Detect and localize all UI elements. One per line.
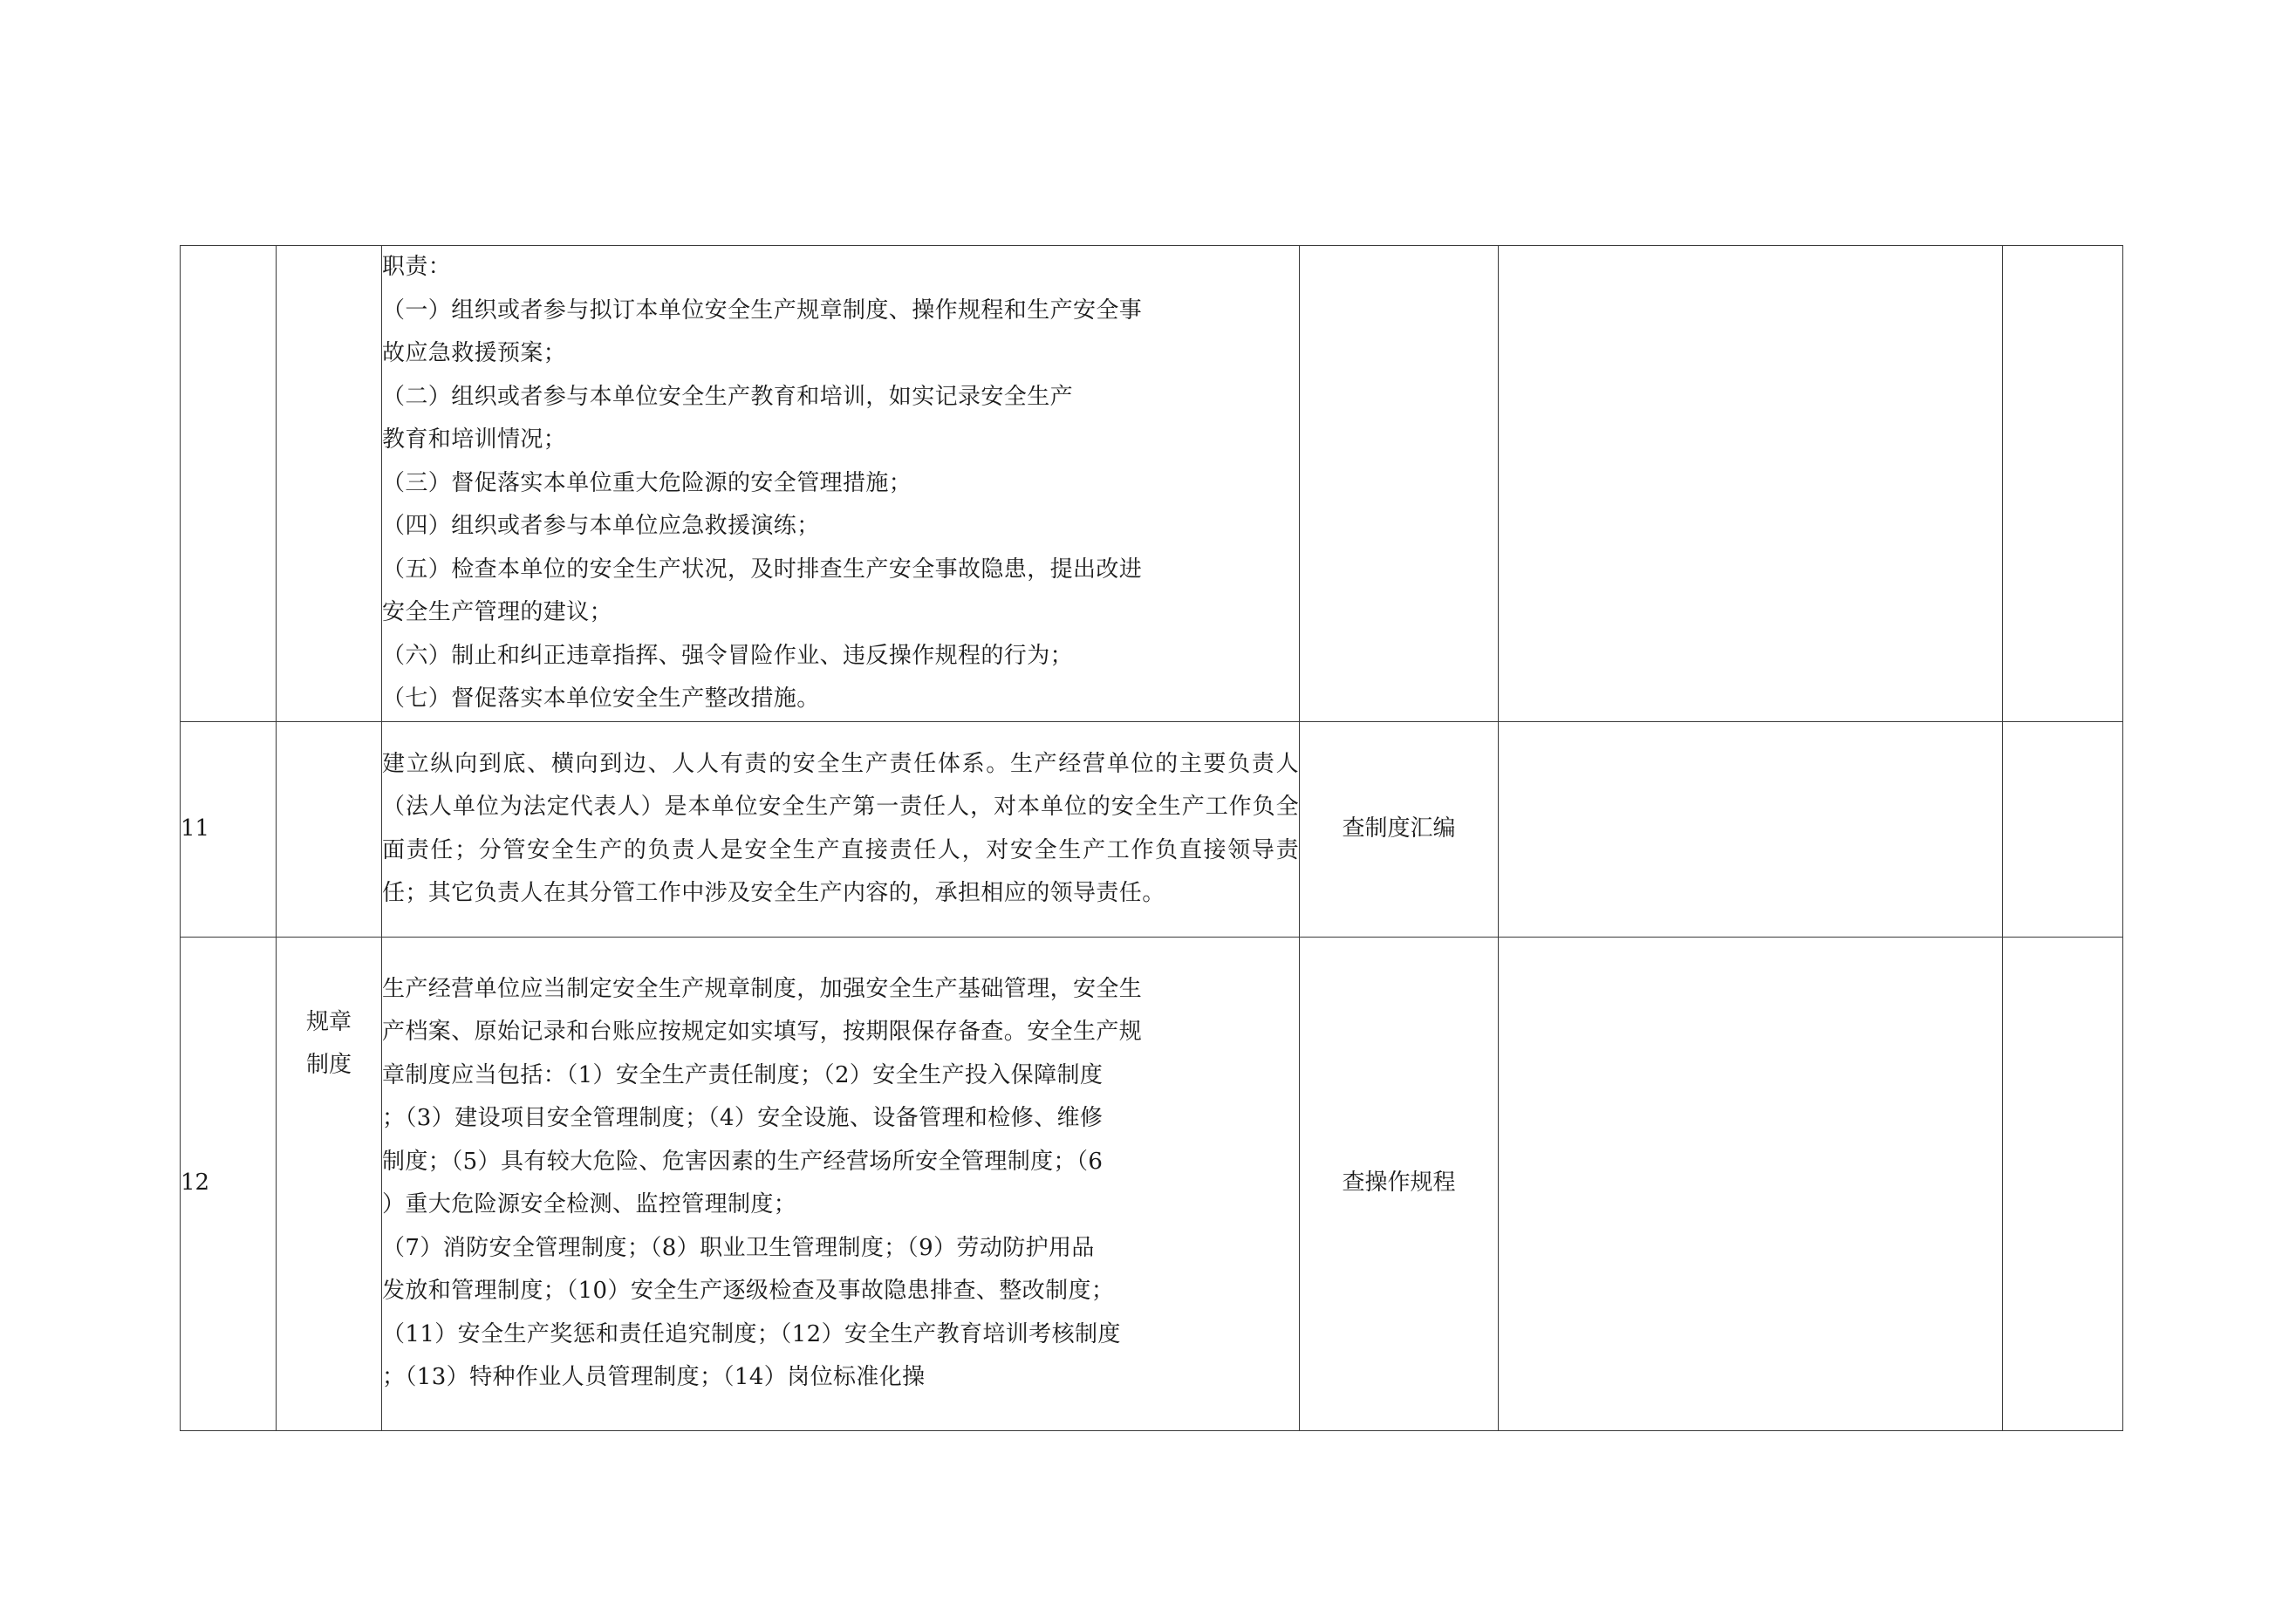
content-line: （七）督促落实本单位安全生产整改措施。: [382, 685, 820, 712]
result-cell: [1499, 937, 2003, 1430]
content-paragraph: 建立纵向到底、横向到边、人人有责的安全生产责任体系。生产经营单位的主要负责人（法人单位为法定代表人）是本单位安全生产第一责任人，对本单位的安全生产工作负全面责任；分管安全生产的负责人是安全生产直接责任人，对安全生产工作负直接领导责任；其它负责人在其分管工作中涉及安全生产内容的，承担相应的领导责任。: [382, 750, 1299, 906]
content-line: 发放和管理制度；（10）安全生产逐级检查及事故隐患排查、整改制度；: [382, 1278, 1115, 1304]
content-line: （五）检查本单位的安全生产状况，及时排查生产安全事故隐患，提出改进: [382, 556, 1143, 583]
content-line: 生产经营单位应当制定安全生产规章制度，加强安全生产基础管理，安全生: [382, 975, 1143, 1002]
category-label-line: 规章: [305, 1008, 352, 1035]
requirement-content-cell: [382, 721, 1300, 937]
check-method-cell: [1300, 246, 1499, 722]
category-cell: [277, 721, 382, 937]
content-line: （11）安全生产奖惩和责任追究制度；（12）安全生产教育培训考核制度: [382, 1320, 1121, 1347]
content-line: 教育和培训情况；: [382, 426, 567, 453]
content-line: 产档案、原始记录和台账应按规定如实填写，按期限保存备查。安全生产规: [382, 1019, 1143, 1045]
content-line: （二）组织或者参与本单位安全生产教育和培训，如实记录安全生产: [382, 383, 1074, 410]
result-cell: [1499, 246, 2003, 722]
result-cell: [1499, 721, 2003, 937]
content-line: 章制度应当包括：（1）安全生产责任制度；（2）安全生产投入保障制度: [382, 1061, 1104, 1088]
check-method-cell: 查操作规程: [1300, 937, 1499, 1430]
content-line: （六）制止和纠正违章指挥、强令冒险作业、违反操作规程的行为；: [382, 642, 1074, 669]
content-line: 职责：: [382, 254, 452, 280]
category-cell: [277, 246, 382, 722]
category-cell: [277, 937, 382, 1430]
remark-cell: [2003, 937, 2123, 1430]
requirement-content-cell: [382, 246, 1300, 722]
table-row: [181, 246, 2123, 722]
content-line: （7）消防安全管理制度；（8）职业卫生管理制度；（9）劳动防护用品: [382, 1234, 1095, 1261]
content-line: 制度；（5）具有较大危险、危害因素的生产经营场所安全管理制度；（6: [382, 1148, 1104, 1175]
remark-cell: [2003, 246, 2123, 722]
check-method-cell: 查制度汇编: [1300, 721, 1499, 937]
content-line: 安全生产管理的建议；: [382, 599, 613, 625]
content-line: （四）组织或者参与本单位应急救援演练；: [382, 513, 820, 539]
item-number-cell: 11: [181, 721, 277, 937]
content-line: ）重大危险源安全检测、监控管理制度；: [382, 1191, 797, 1217]
item-number-cell: [181, 246, 277, 722]
content-line: （三）督促落实本单位重大危险源的安全管理措施；: [382, 469, 912, 496]
content-line: ；（3）建设项目安全管理制度；（4）安全设施、设备管理和检修、维修: [382, 1105, 1104, 1131]
requirement-content-cell: [382, 937, 1300, 1430]
content-line: （一）组织或者参与拟订本单位安全生产规章制度、操作规程和生产安全事: [382, 297, 1143, 324]
content-line: 故应急救援预案；: [382, 340, 567, 366]
remark-cell: [2003, 721, 2123, 937]
table-row: [181, 937, 2123, 1430]
safety-inspection-table: [180, 245, 2123, 1431]
table-row: [181, 721, 2123, 937]
content-line: ；（13）特种作业人员管理制度；（14）岗位标准化操: [382, 1364, 926, 1390]
item-number-cell: 12: [181, 937, 277, 1430]
category-label-line: 制度: [305, 1052, 352, 1078]
